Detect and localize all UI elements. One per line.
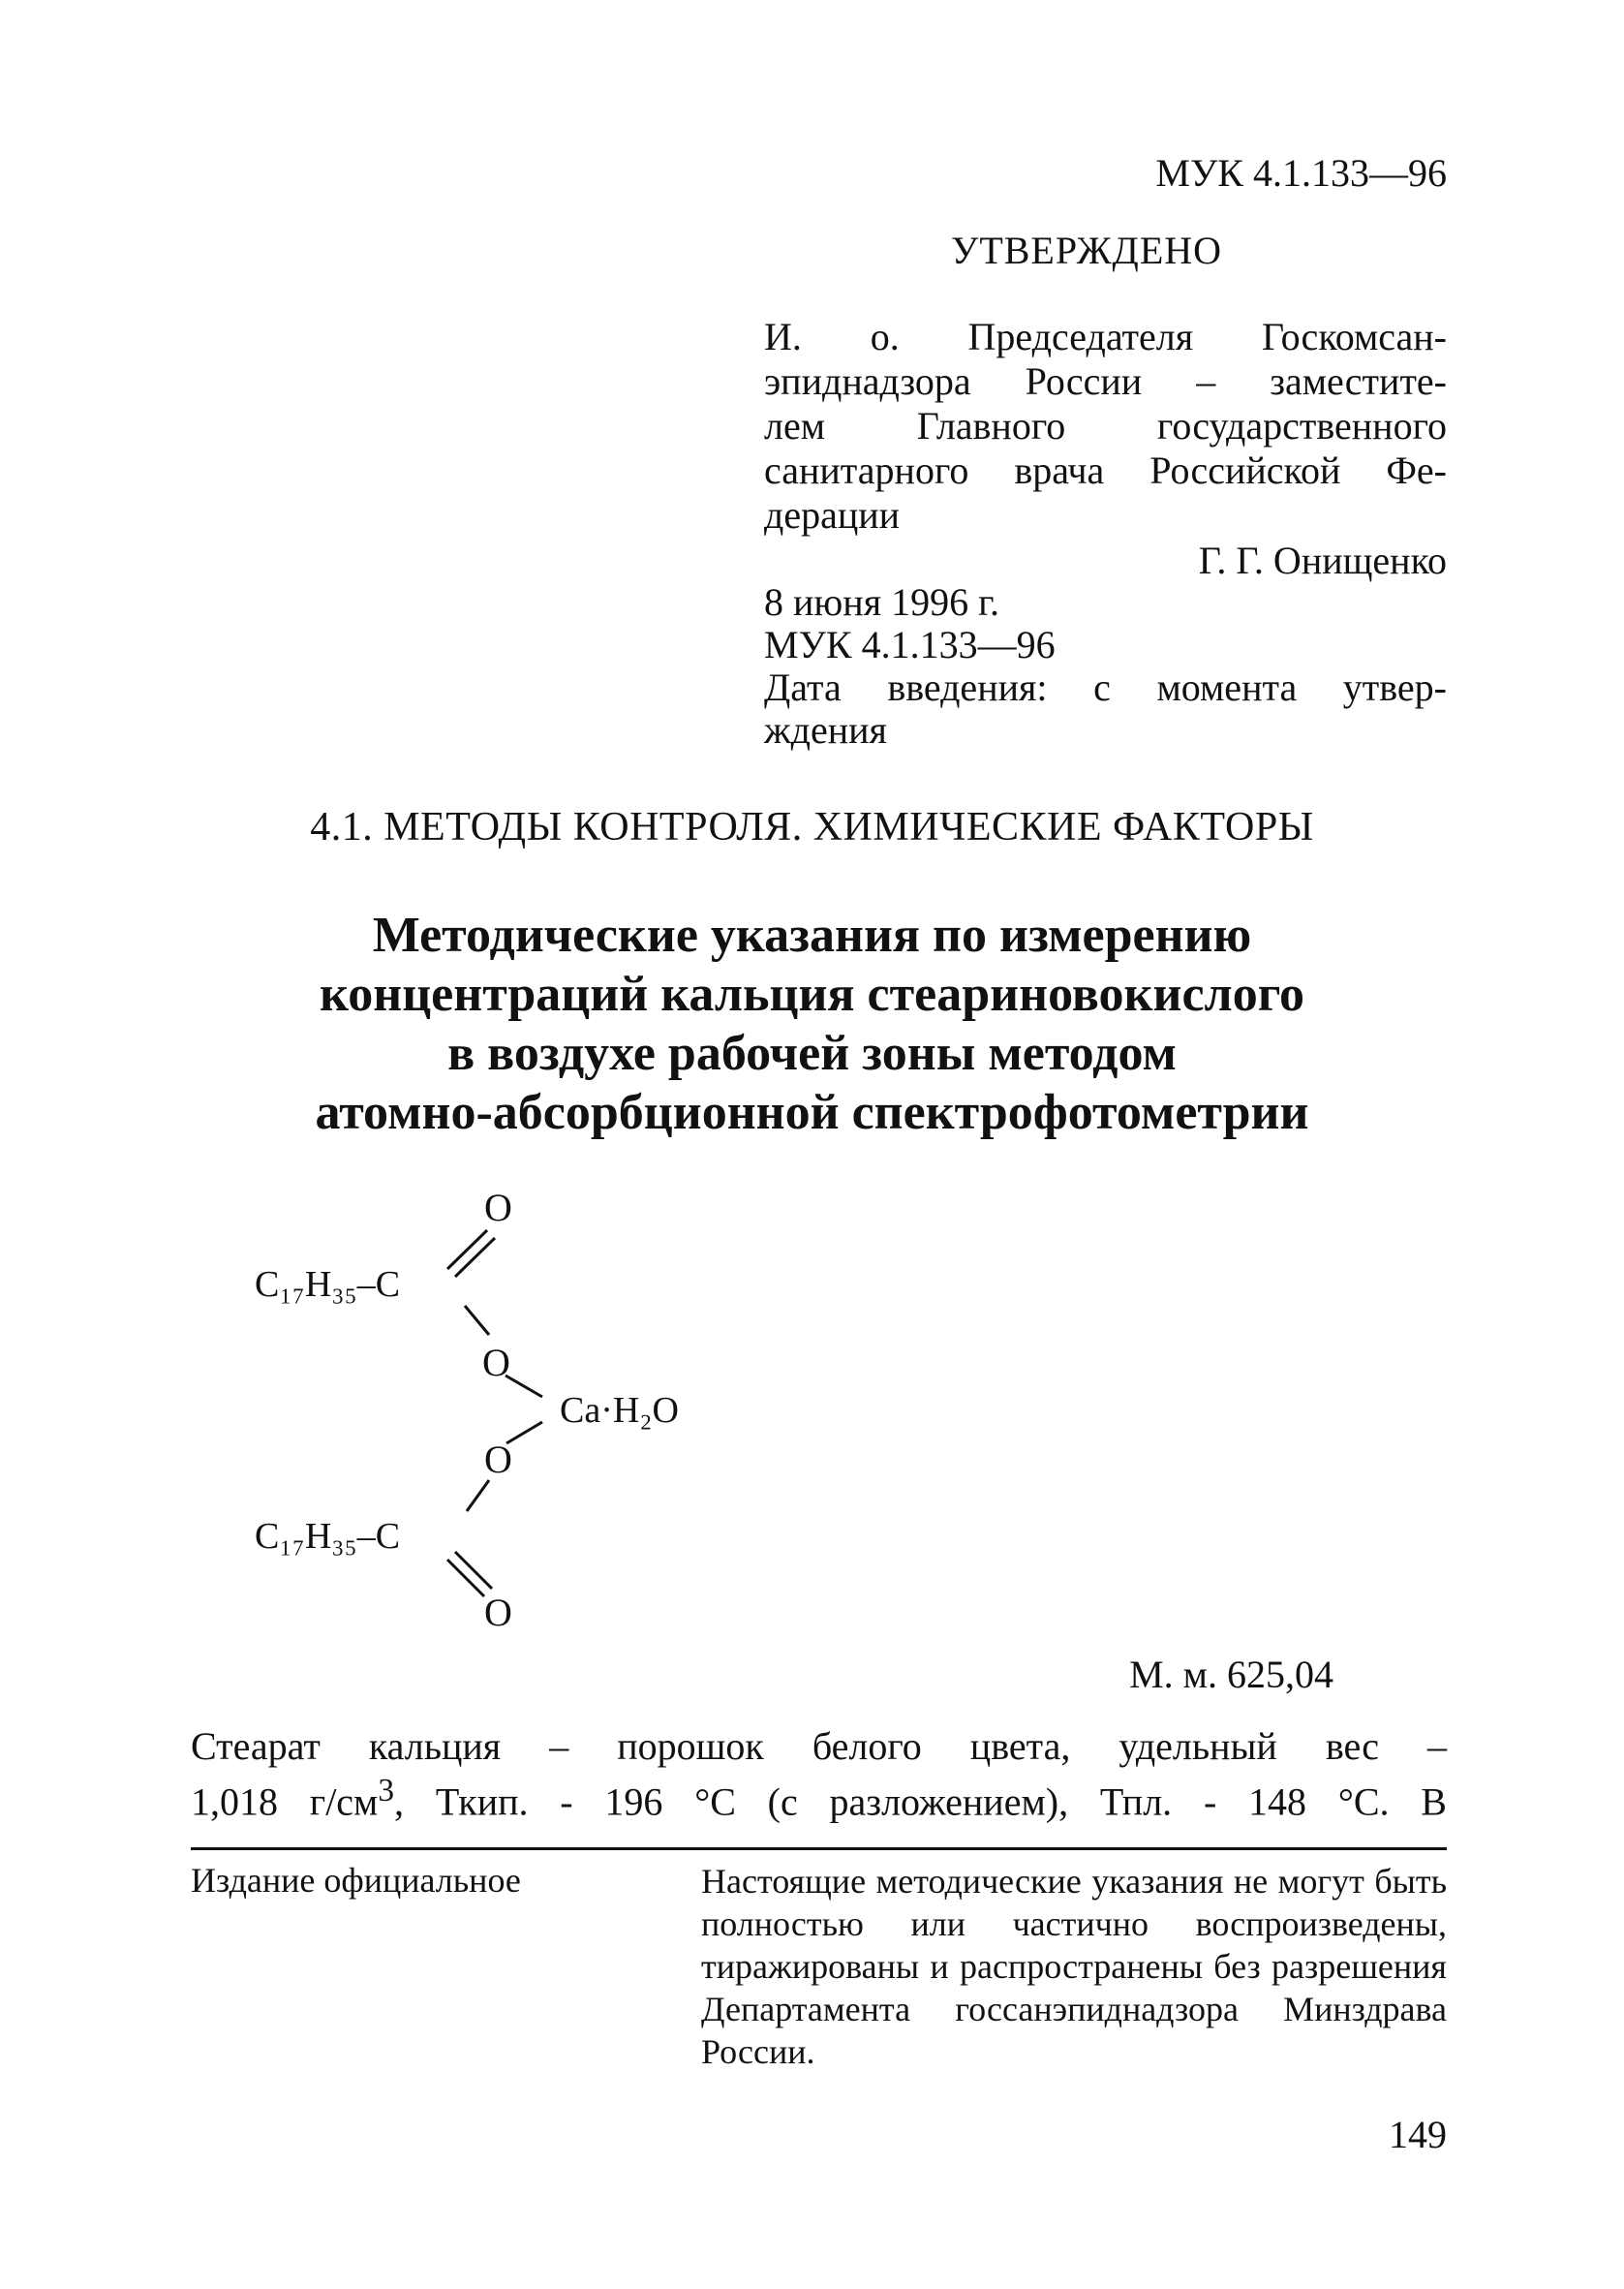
- description-line: Стеарат кальция – порошок белого цвета, удельный вес –: [191, 1724, 1447, 1768]
- description-line: [191, 1769, 1447, 1824]
- copyright-notice: Настоящие методические указания не могут быть полностью или частично воспроизведены, тиражированы и распространены без разрешения Департамента госсанэпиднадзора Минздрава России.: [701, 1862, 1447, 2071]
- density-value: 1,018 г/см: [191, 1779, 379, 1824]
- molar-mass: М. м. 625,04: [1129, 1653, 1333, 1696]
- formula-group-bottom: C₁₇H₃₅–C: [255, 1516, 401, 1557]
- intro-date-line: ждения: [764, 708, 887, 752]
- document-title: [0, 906, 1624, 1142]
- formula-oxygen-bottom: O: [484, 1591, 512, 1634]
- footer-divider: [191, 1847, 1447, 1850]
- edition-label: Издание официальное: [191, 1861, 521, 1900]
- approver-line: дерации: [764, 493, 901, 537]
- title-line: Методические указания по измерению: [372, 908, 1252, 963]
- description-paragraph: [191, 1724, 1447, 1824]
- section-heading: 4.1. МЕТОДЫ КОНТРОЛЯ. ХИМИЧЕСКИЕ ФАКТОРЫ: [310, 805, 1314, 850]
- temperature-values: , Ткип. - 196 °С (с разложением), Тпл. - 148 °С. В: [394, 1779, 1447, 1824]
- title-line: атомно-абсорбционной спектрофотометрии: [315, 1085, 1309, 1140]
- intro-date-line: Дата введения: с момента утвер-: [764, 665, 1447, 709]
- formula-calcium: Ca·H₂O: [560, 1390, 679, 1431]
- bond-line: [467, 1480, 489, 1511]
- structural-formula: [252, 1172, 755, 1637]
- approver-line: эпиднадзора России – заместите-: [764, 359, 1447, 403]
- formula-oxygen-2: O: [484, 1438, 512, 1481]
- document-code: МУК 4.1.133—96: [1155, 151, 1447, 195]
- approver-line: лем Главного государственного: [764, 404, 1447, 448]
- formula-oxygen-top: O: [484, 1186, 512, 1229]
- formula-group-top: C₁₇H₃₅–C: [255, 1264, 401, 1305]
- document-meta: [764, 581, 1447, 752]
- approval-date: 8 июня 1996 г.: [764, 580, 999, 624]
- bond-line: [465, 1306, 489, 1335]
- double-bond-line: [447, 1560, 484, 1596]
- document-code-repeat: МУК 4.1.133—96: [764, 623, 1056, 666]
- approved-label: УТВЕРЖДЕНО: [951, 229, 1223, 272]
- approver-line: санитарного врача Российской Фе-: [764, 449, 1447, 492]
- page-number: 149: [1389, 2113, 1447, 2156]
- approver-name: Г. Г. Онищенко: [1198, 539, 1447, 582]
- approver-line: И. о. Председателя Госкомсан-: [764, 315, 1447, 358]
- formula-oxygen-1: O: [482, 1341, 510, 1384]
- density-exponent: 3: [378, 1773, 395, 1809]
- bond-line: [506, 1376, 542, 1397]
- title-line: концентраций кальция стеариновокислого: [319, 967, 1305, 1022]
- double-bond-line: [455, 1552, 492, 1589]
- approver-position: [764, 315, 1447, 538]
- title-line: в воздухе рабочей зоны методом: [447, 1026, 1177, 1081]
